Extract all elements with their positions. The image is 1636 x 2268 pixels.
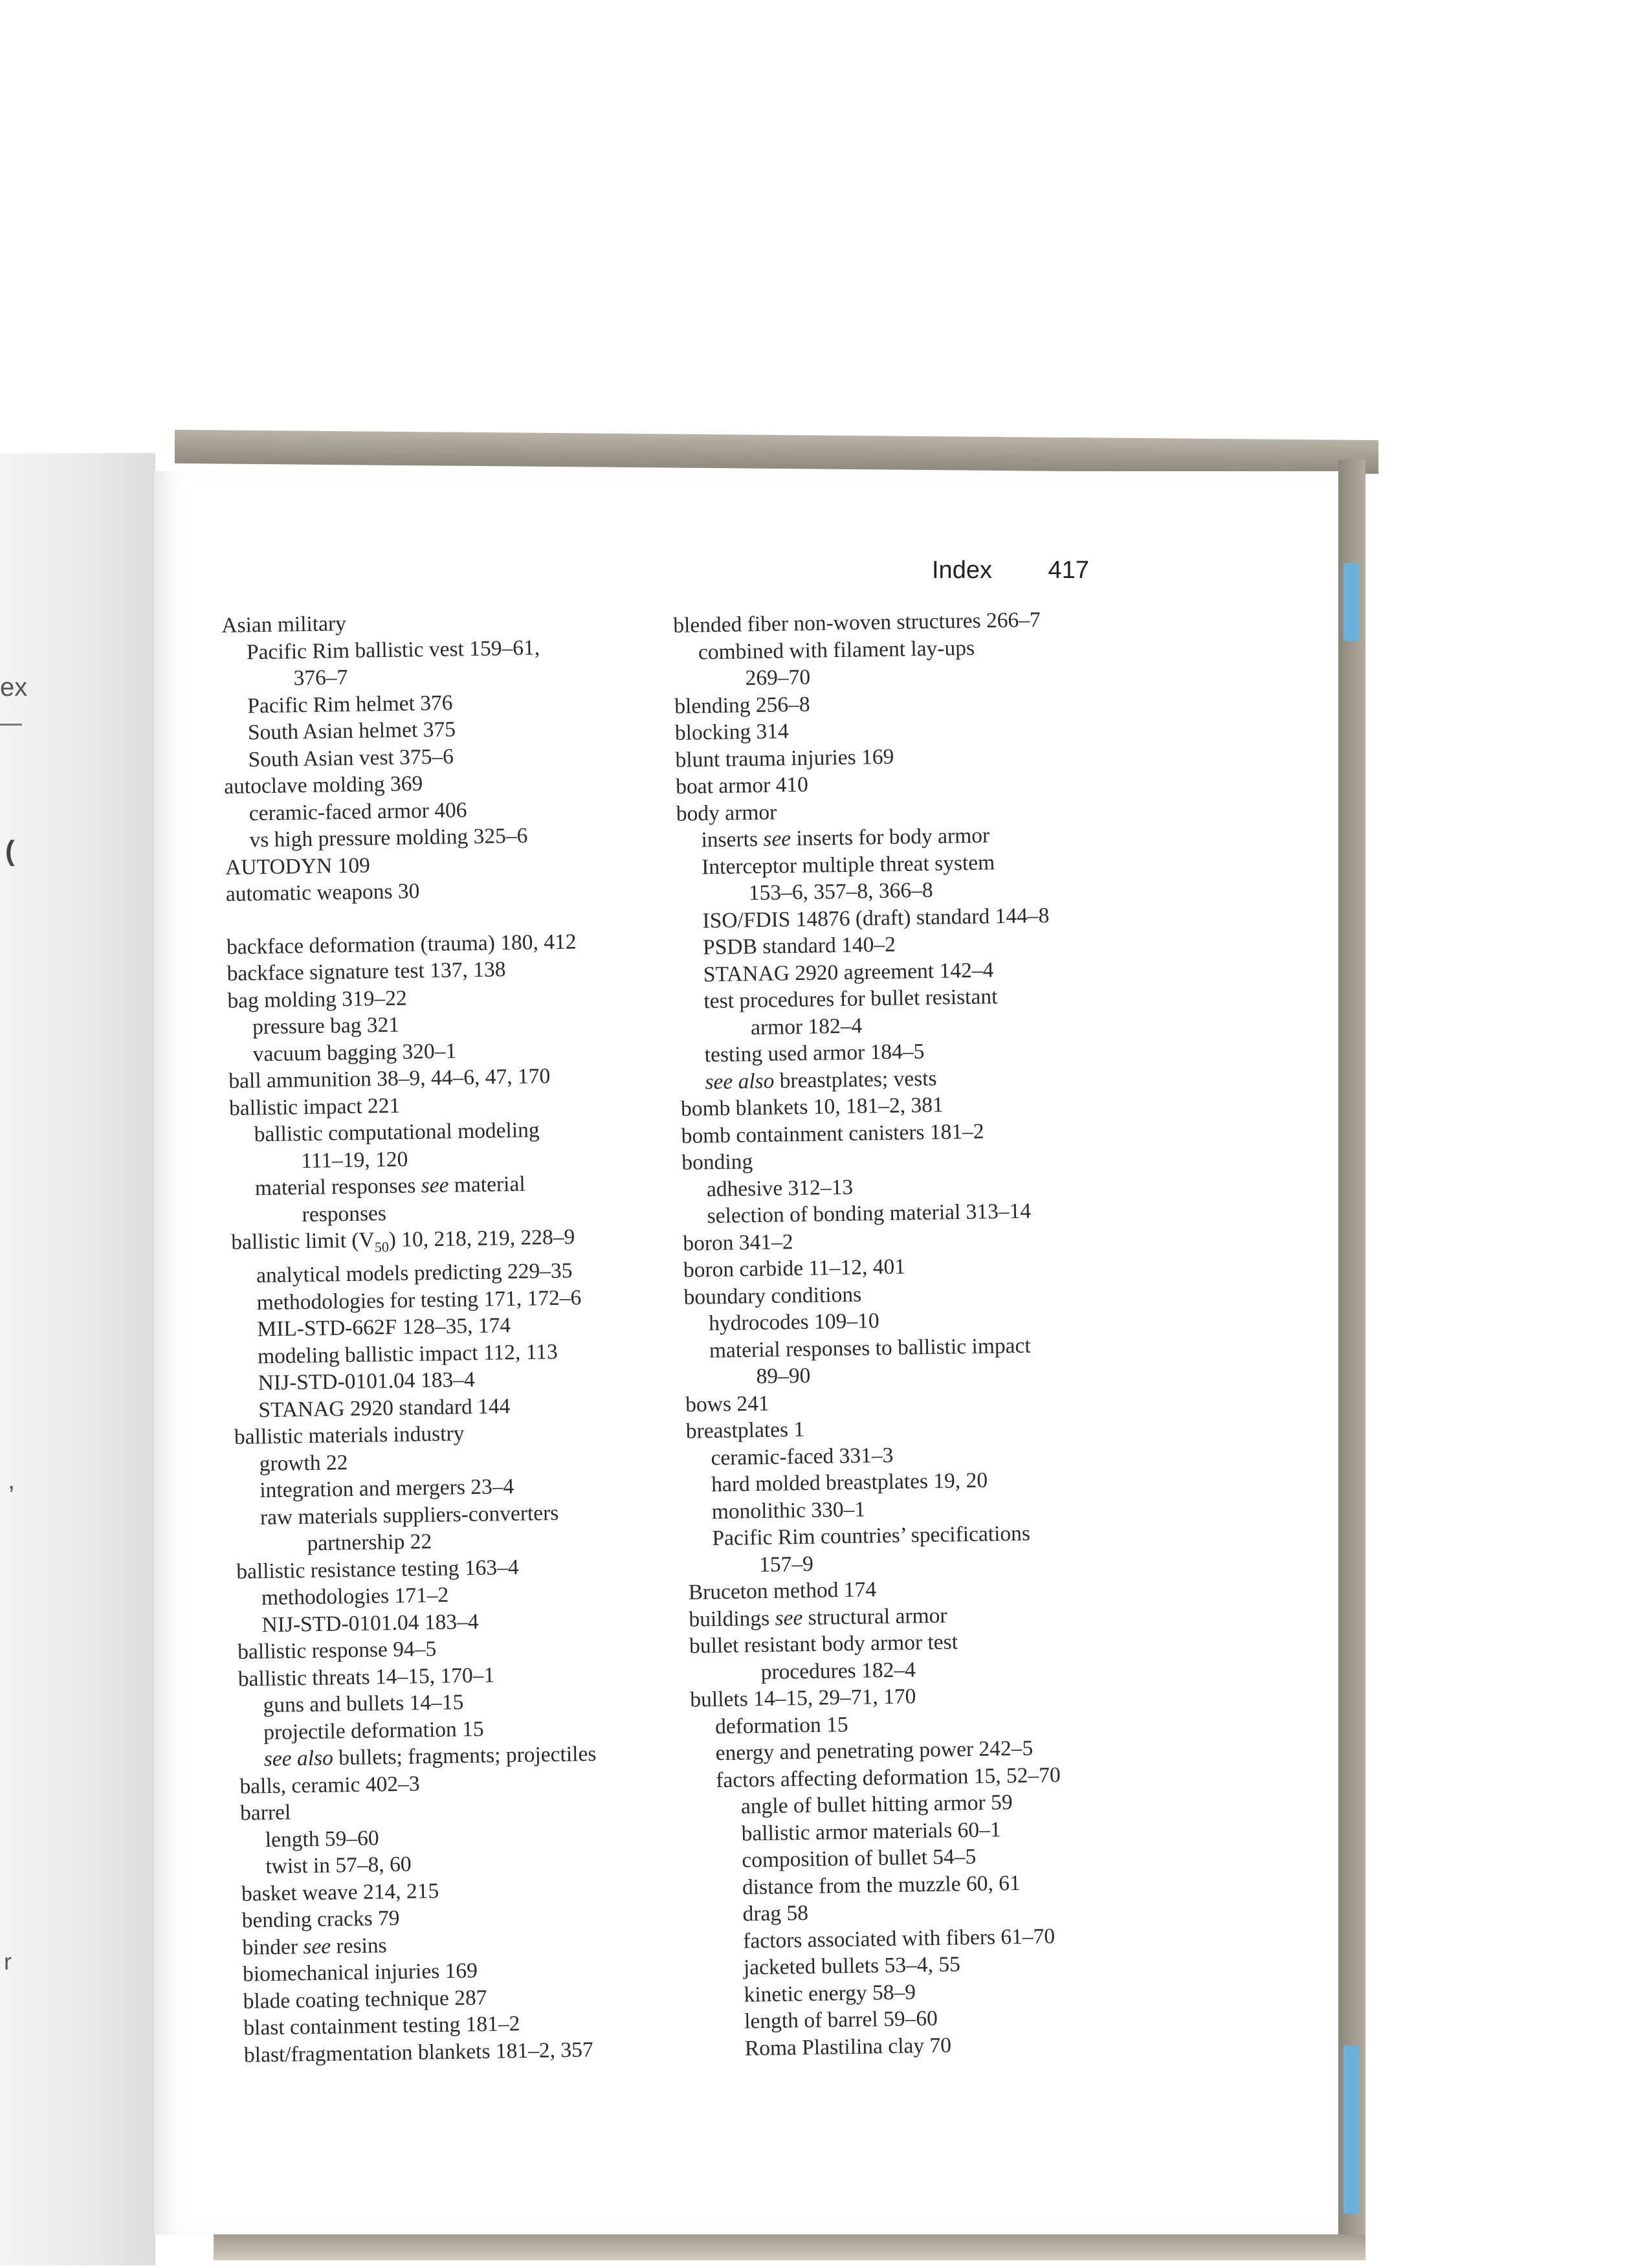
- index-text: hydrocodes 109–10: [708, 1309, 879, 1336]
- see-reference: see also: [705, 1069, 775, 1094]
- see-reference: see: [775, 1605, 803, 1630]
- index-text: ball ammunition 38–9, 44–6, 47, 170: [228, 1064, 551, 1093]
- index-text: backface signature test 137, 138: [227, 957, 506, 986]
- index-text: ballistic computational modeling: [254, 1118, 540, 1147]
- index-text: bomb blankets 10, 181–2, 381: [680, 1093, 944, 1121]
- index-text: armor 182–4: [750, 1013, 863, 1040]
- page-number: 417: [1048, 557, 1089, 584]
- index-text: binder: [242, 1934, 304, 1960]
- index-text: pressure bag 321: [252, 1012, 400, 1040]
- index-text: hard molded breastplates 19, 20: [711, 1468, 988, 1497]
- index-text: ballistic armor materials 60–1: [741, 1817, 1001, 1846]
- index-text: partnership 22: [307, 1529, 432, 1556]
- index-text: testing used armor 184–5: [704, 1039, 925, 1067]
- index-text: blocking 314: [674, 719, 790, 745]
- index-text: factors associated with fibers 61–70: [742, 1924, 1056, 1953]
- index-text: ballistic threats 14–15, 170–1: [238, 1663, 495, 1691]
- index-text: barrel: [239, 1800, 291, 1825]
- index-text: ballistic materials industry: [234, 1421, 465, 1450]
- index-text: ballistic impact 221: [228, 1093, 401, 1120]
- index-text: biomechanical injuries 169: [242, 1959, 478, 1986]
- index-text: automatic weapons 30: [225, 879, 420, 906]
- index-text: balls, ceramic 402–3: [239, 1772, 420, 1799]
- index-text: factors affecting deformation 15, 52–70: [716, 1762, 1061, 1792]
- running-head: [932, 557, 1089, 584]
- left-page-fragment: ,: [8, 1466, 16, 1495]
- index-text: distance from the muzzle 60, 61: [742, 1871, 1021, 1900]
- index-text: procedures 182–4: [760, 1657, 916, 1684]
- see-reference: see: [421, 1173, 449, 1198]
- index-text: NIJ-STD-0101.04 183–4: [261, 1609, 479, 1637]
- index-text: material responses to ballistic impact: [709, 1333, 1031, 1362]
- index-text: deformation 15: [714, 1712, 848, 1739]
- index-text: length 59–60: [265, 1826, 379, 1852]
- index-text: projectile deformation 15: [263, 1717, 484, 1744]
- index-column-right: [673, 605, 1162, 2063]
- left-page-rule: [0, 724, 22, 726]
- index-text: bullet resistant body armor test: [689, 1630, 958, 1658]
- index-text: boron carbide 11–12, 401: [683, 1254, 906, 1282]
- index-text: boron 341–2: [683, 1229, 793, 1256]
- index-text: raw materials suppliers-converters: [260, 1500, 559, 1529]
- index-text: Asian military: [221, 611, 347, 638]
- index-text: methodologies 171–2: [261, 1583, 449, 1610]
- book-cover-bottom-edge: [214, 2234, 1365, 2260]
- index-text: kinetic energy 58–9: [744, 1979, 916, 2007]
- index-text: body armor: [676, 800, 777, 826]
- book-cover-top-edge: [175, 430, 1378, 474]
- index-text: twist in 57–8, 60: [265, 1852, 412, 1879]
- index-text: South Asian helmet 375: [247, 717, 456, 745]
- index-text: ISO/FDIS 14876 (draft) standard 144–8: [702, 903, 1050, 933]
- index-text: AUTODYN 109: [225, 852, 371, 880]
- index-text: bending cracks 79: [241, 1906, 400, 1933]
- left-page-fragment: r: [4, 1948, 12, 1975]
- index-text: breastplates; vests: [774, 1066, 937, 1093]
- index-text: bullets; fragments; projectiles: [333, 1742, 597, 1770]
- index-text: 376–7: [293, 665, 348, 691]
- index-text: ) 10, 218, 219, 228–9: [388, 1225, 575, 1252]
- index-text: ballistic limit (V: [231, 1228, 375, 1254]
- index-text: structural armor: [802, 1603, 947, 1630]
- index-text: angle of bullet hitting armor 59: [740, 1790, 1013, 1819]
- left-page-fragment: (: [5, 835, 15, 867]
- index-text: 157–9: [758, 1551, 814, 1577]
- index-text: bag molding 319–22: [227, 986, 407, 1013]
- index-text: bonding: [681, 1150, 753, 1175]
- index-text: 269–70: [745, 665, 811, 691]
- index-text: inserts for body armor: [790, 823, 990, 851]
- index-text: STANAG 2920 agreement 142–4: [703, 957, 994, 986]
- index-text: bows 241: [685, 1391, 769, 1417]
- index-text: selection of bonding material 313–14: [707, 1199, 1032, 1228]
- index-text: blunt trauma injuries 169: [675, 744, 894, 772]
- index-text: test procedures for bullet resistant: [703, 984, 998, 1014]
- thumb-index-tab: [1343, 563, 1359, 641]
- left-page-edge: [0, 453, 155, 2265]
- index-text: vs high pressure molding 325–6: [249, 823, 528, 852]
- index-text: Pacific Rim helmet 376: [247, 690, 453, 718]
- index-text: blast containment testing 181–2: [243, 2012, 520, 2040]
- index-text: 153–6, 357–8, 366–8: [748, 878, 933, 906]
- index-text: adhesive 312–13: [706, 1175, 854, 1201]
- index-text: methodologies for testing 171, 172–6: [256, 1285, 582, 1315]
- index-text: vacuum bagging 320–1: [252, 1038, 457, 1066]
- index-text: growth 22: [259, 1450, 348, 1476]
- index-text: autoclave molding 369: [223, 772, 423, 799]
- index-text: bomb containment canisters 181–2: [681, 1119, 984, 1148]
- see-reference: see: [303, 1934, 331, 1959]
- index-text: Interceptor multiple threat system: [701, 850, 995, 879]
- index-text: Bruceton method 174: [688, 1577, 877, 1605]
- index-column-left: [221, 605, 697, 2069]
- index-text: ballistic resistance testing 163–4: [236, 1555, 519, 1584]
- index-text: integration and mergers 23–4: [260, 1474, 514, 1503]
- left-page-fragment: ex: [0, 673, 28, 702]
- index-text: breastplates 1: [685, 1417, 805, 1443]
- index-text: blended fiber non-woven structures 266–7: [673, 608, 1041, 638]
- index-text: monolithic 330–1: [711, 1497, 866, 1524]
- see-reference: see: [763, 827, 791, 851]
- index-text: drag 58: [742, 1900, 809, 1926]
- index-text: backface deformation (trauma) 180, 412: [226, 929, 577, 959]
- index-text: length of barrel 59–60: [744, 2006, 938, 2034]
- index-text: blast/fragmentation blankets 181–2, 357: [243, 2037, 593, 2067]
- index-text: bullets 14–15, 29–71, 170: [690, 1684, 916, 1712]
- running-head-title: Index: [932, 557, 992, 584]
- index-text: South Asian vest 375–6: [248, 744, 454, 772]
- index-text: combined with filament lay-ups: [698, 636, 975, 664]
- index-text: buildings: [689, 1606, 775, 1632]
- index-text: PSDB standard 140–2: [702, 932, 896, 960]
- index-text: blade coating technique 287: [243, 1985, 487, 2014]
- index-text: inserts: [701, 827, 764, 852]
- index-text: energy and penetrating power 242–5: [715, 1736, 1034, 1766]
- index-text: material responses: [254, 1173, 421, 1201]
- index-text: Pacific Rim countries’ specifications: [712, 1521, 1031, 1551]
- index-text: blending 256–8: [674, 692, 810, 718]
- index-text: modeling ballistic impact 112, 113: [257, 1339, 558, 1368]
- index-text: STANAG 2920 standard 144: [258, 1394, 511, 1422]
- index-text: guns and bullets 14–15: [263, 1690, 464, 1718]
- index-text: ballistic response 94–5: [237, 1637, 437, 1664]
- book-cover-right-edge: [1338, 460, 1365, 2252]
- index-text: resins: [330, 1933, 387, 1959]
- thumb-index-tab: [1343, 2045, 1359, 2214]
- index-text: responses: [302, 1201, 387, 1227]
- index-text: 111–19, 120: [301, 1147, 408, 1173]
- index-text: 89–90: [756, 1363, 811, 1389]
- index-text: material: [448, 1172, 525, 1197]
- index-text: boundary conditions: [683, 1282, 862, 1309]
- index-text: jacketed bullets 53–4, 55: [743, 1952, 961, 1980]
- index-text: ceramic-faced armor 406: [249, 797, 467, 825]
- index-text: ceramic-faced 331–3: [711, 1443, 894, 1470]
- index-text: Pacific Rim ballistic vest 159–61,: [246, 635, 540, 664]
- index-text: boat armor 410: [675, 772, 809, 799]
- index-text: analytical models predicting 229–35: [256, 1258, 573, 1288]
- index-text: NIJ-STD-0101.04 183–4: [258, 1368, 475, 1395]
- index-text: MIL-STD-662F 128–35, 174: [257, 1313, 511, 1342]
- index-text: Roma Plastilina clay 70: [744, 2033, 952, 2061]
- index-subscript: 50: [374, 1238, 390, 1256]
- index-text: composition of bullet 54–5: [742, 1844, 977, 1873]
- index-text: basket weave 214, 215: [241, 1878, 439, 1906]
- see-reference: see also: [263, 1746, 334, 1772]
